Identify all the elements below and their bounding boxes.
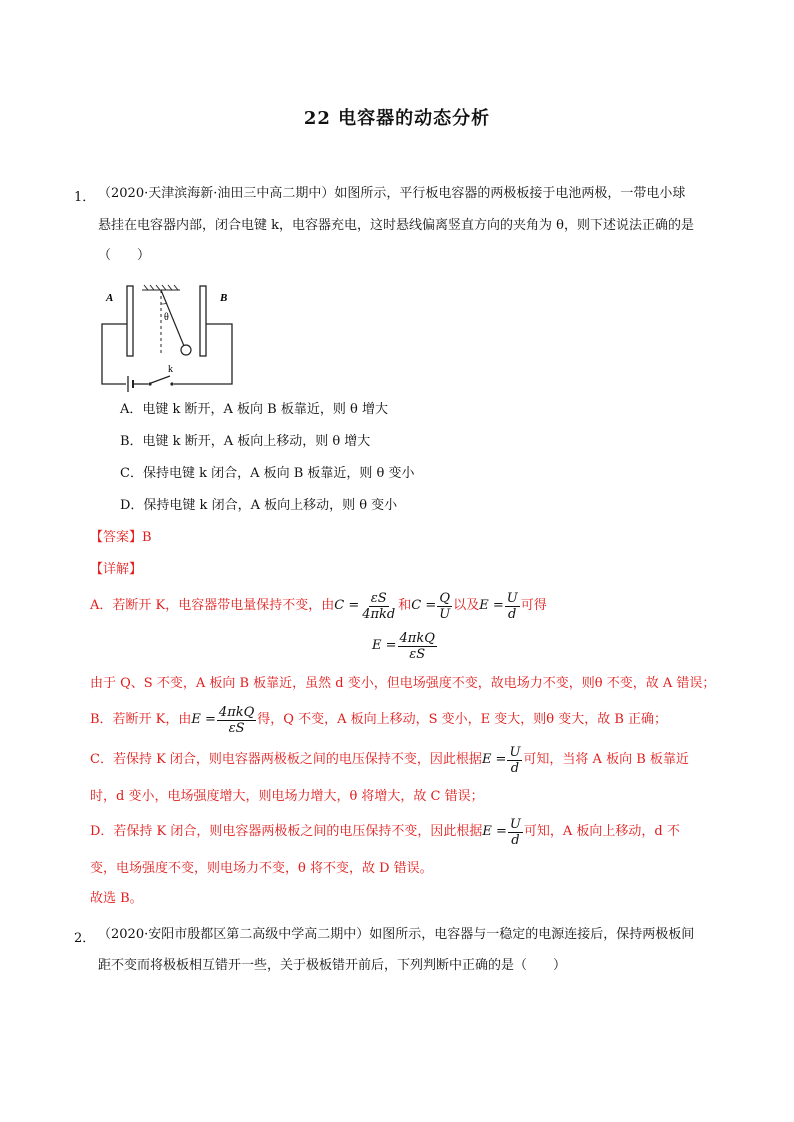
formula-e4-denominator: εS [228,720,245,736]
explanation-c-line [90,743,689,777]
explanation-d-post: 可知，A 板向上移动，d 不 [523,824,680,839]
formula-field-ud-d [482,817,523,848]
formula-c-denominator: 4πkd [362,606,396,622]
explanation-b-pre: B．若断开 K，由 [90,712,192,727]
explanation-a-pre: A．若断开 K，电容器带电量保持不变，由 [90,598,335,613]
wire-left [102,324,127,384]
label-theta: θ [164,312,169,323]
conclusion: 故选 B。 [90,891,143,906]
formula-field-ud-c [482,745,523,776]
plate-b [200,286,206,356]
explanation-d-continued: 变，电场强度不变，则电场力不变，θ 将不变，故 D 错误。 [90,861,433,876]
formula-e6-fraction [508,817,523,848]
formula-field-centered [372,627,438,665]
ceiling-support [142,285,180,290]
formula-capacitance-qu [411,591,453,622]
label-b: B [220,292,228,304]
formula-c-numerator: εS [370,590,387,606]
explanation-c-pre: C．若保持 K 闭合，则电容器两极板之间的电压保持不变，因此根据 [90,752,482,767]
explanation-a-post: 可得 [520,598,547,613]
switch-contact-right [170,382,173,385]
formula-c-fraction [360,591,397,622]
formula-e6-denominator: d [511,832,520,848]
formula-e3-fraction [398,631,437,662]
question-2-number: 2． [74,931,96,946]
formula-e3-denominator: εS [409,646,426,662]
question-2-line-2: 距不变而将极板相互错开一些，关于极板错开前后，下列判断中正确的是（ ） [98,958,567,973]
option-b: B．电键 k 断开，A 板向上移动，则 θ 增大 [120,434,371,449]
formula-e4-numerator: 4πkQ [218,704,255,720]
explanation-c-post: 可知，当将 A 板向 B 板靠近 [523,752,689,767]
formula-field-ud [479,591,520,622]
explanation-d-pre: D．若保持 K 闭合，则电容器两极板之间的电压保持不变，因此根据 [90,824,483,839]
explanation-a-line [90,589,547,623]
option-c: C．保持电键 k 闭合，A 板向 B 板靠近，则 θ 变小 [120,466,415,481]
plate-a [127,286,133,356]
formula-c-lhs: C = [334,598,360,613]
formula-e3-lhs: E = [372,638,397,653]
capacitor-circuit-diagram [96,282,246,394]
explanation-b-line [90,703,667,737]
formula-e5-fraction [507,745,522,776]
formula-e4-fraction [217,705,256,736]
question-1-line-1: （2020·天津滨海新·油田三中高二期中）如图所示，平行板电容器的两极板接于电池两极，一带电小球 [98,186,686,201]
option-a: A．电键 k 断开，A 板向 B 板靠近，则 θ 增大 [120,402,388,417]
formula-c2-denominator: U [439,606,451,622]
formula-e6-lhs: E = [482,824,507,839]
explanation-b-post: 得，Q 不变，A 板向上移动，S 变小，E 变大，则θ 变大，故 B 正确； [257,712,668,727]
formula-e3-numerator: 4πkQ [399,630,435,646]
formula-e-denominator: d [508,606,517,622]
formula-e4-lhs: E = [191,712,216,727]
explanation-c-continued: 时，d 变小，电场强度增大，则电场力增大，θ 将增大，故 C 错误； [90,789,484,804]
formula-e-fraction [505,591,520,622]
question-2-line-1: （2020·安阳市殷都区第二高级中学高二期中）如图所示，电容器与一稳定的电源连接后，保持两极板间 [98,927,695,942]
charged-ball [181,345,191,355]
page-title: 22 电容器的动态分析 [303,108,491,129]
explanation-d-line [90,815,680,849]
option-d: D．保持电键 k 闭合，A 板向上移动，则 θ 变小 [120,498,398,513]
explanation-a-continued: 由于 Q、S 不变，A 板向 B 板靠近，虽然 d 变小，但电场强度不变，故电场力不变，则θ 不变，故 A 错误； [90,676,716,691]
answer-label: 【答案】B [90,530,152,545]
question-1-line-2: 悬挂在电容器内部，闭合电键 k，电容器充电，这时悬线偏离竖直方向的夹角为 θ，则下述说法正确的是 [98,218,694,233]
question-1-line-3: （ ） [98,248,151,263]
theta-arc [161,303,167,304]
explanation-a-mid-1: 和 [398,598,412,613]
detail-label: 【详解】 [90,562,143,577]
formula-c2-fraction [437,591,452,622]
question-1-number: 1． [74,190,96,205]
formula-e5-numerator: U [509,744,521,760]
formula-field-kq [191,705,257,736]
formula-capacitance [334,591,398,622]
switch-lever [151,376,170,383]
formula-c2-numerator: Q [439,590,451,606]
formula-e-numerator: U [506,590,518,606]
explanation-a-mid-2: 以及 [453,598,480,613]
label-k: k [168,364,173,375]
formula-e6-numerator: U [509,816,521,832]
formula-e-lhs: E = [479,598,504,613]
formula-e5-denominator: d [510,760,520,776]
label-a: A [106,292,114,304]
formula-c2-lhs: C = [411,598,437,613]
formula-e5-lhs: E = [481,752,507,767]
